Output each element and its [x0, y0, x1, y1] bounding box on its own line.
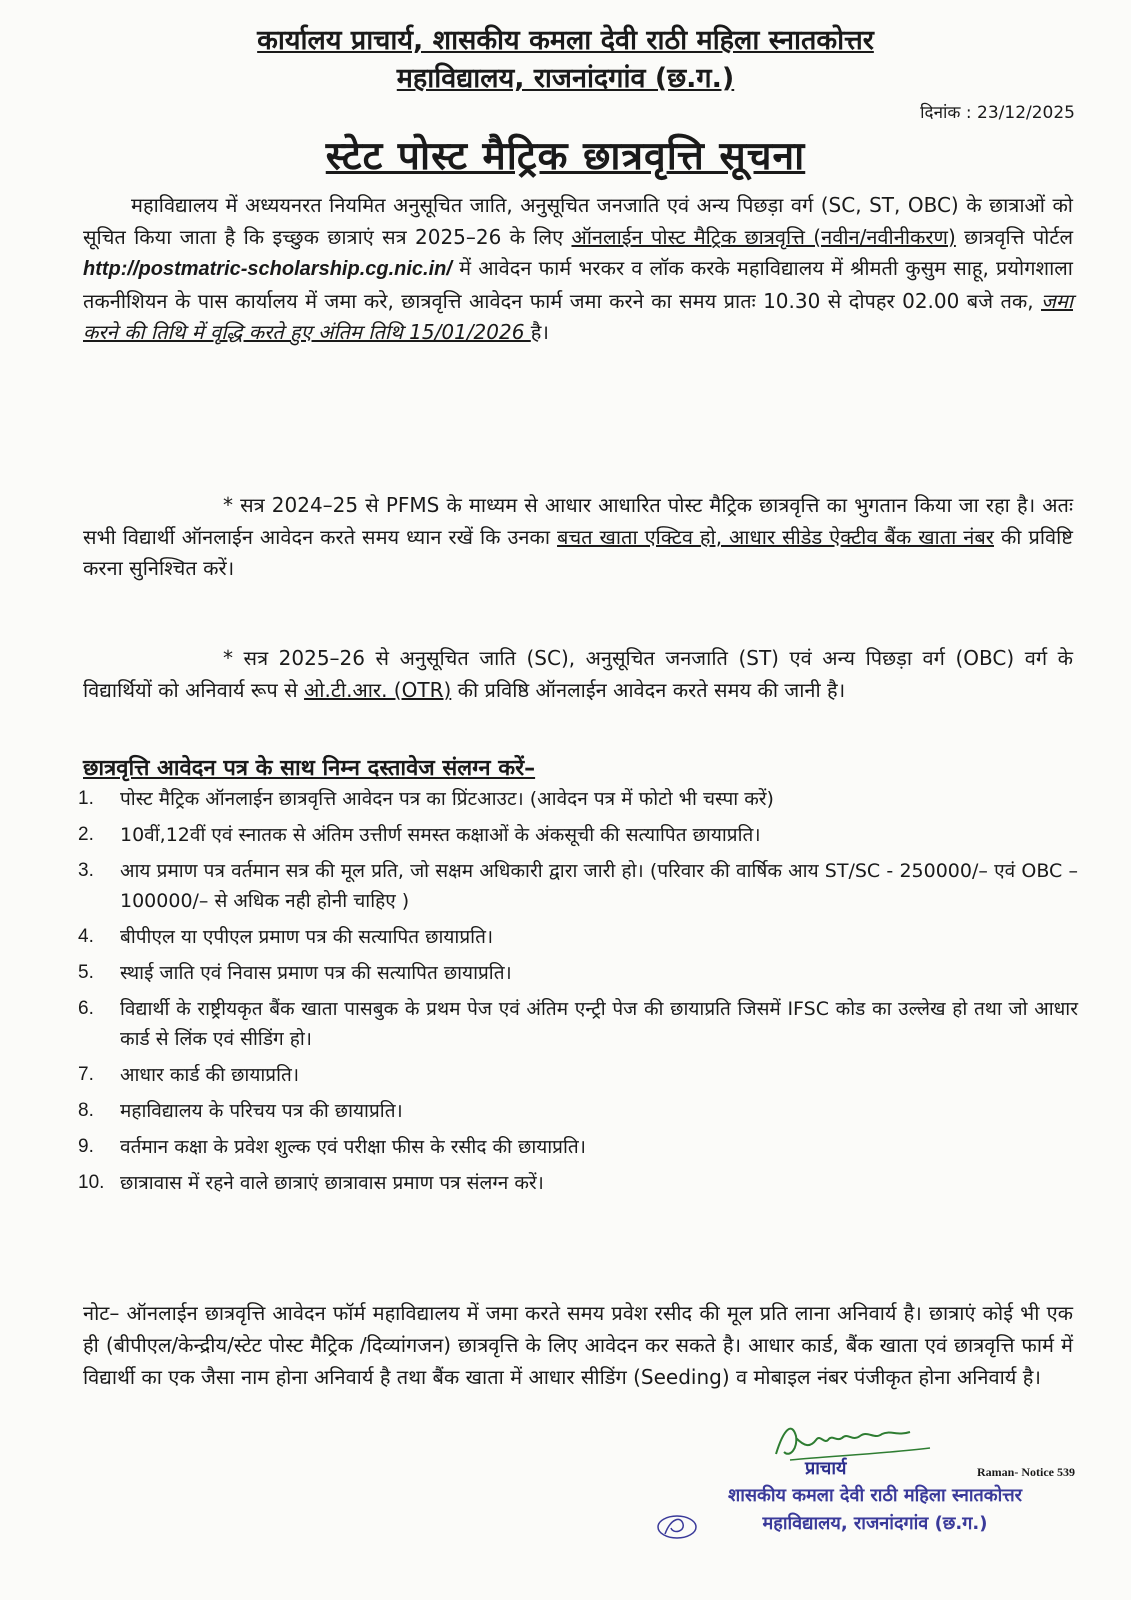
p1-text-a: महाविद्यालय में अध्ययनरत नियमित अनुसूचित जाति, अनुसूचित जनजाति एवं अन्य पिछड़ा वर्ग (SC, ST, OBC) के छात्राओं को सूचित किया जाता है कि इच्छुक छात्राएं सत्र 2025–26 के लिए — [83, 193, 1073, 249]
p1-text-d: में आवेदन फार्म भरकर व लॉक करके महाविद्यालय में श्रीमती कुसुम साहू, प्रयोगशाला तकनीशियन के पास कार्यालय में जमा करे, छात्रवृत्ति आवेदन फार्म जमा करने का समय प्रातः 10.30 से दोपहर 02.00 बजे तक, — [83, 256, 1073, 313]
list-item-text: 10वीं,12वीं एवं स्नातक से अंतिम उत्तीर्ण समस्त कक्षाओं के अंकसूची की सत्यापित छायाप्रति। — [120, 824, 761, 846]
list-item — [78, 1060, 1078, 1090]
principal-title: प्राचार्य — [805, 1458, 847, 1479]
paragraph-1 — [83, 190, 1073, 349]
list-item-text: स्थाई जाति एवं निवास प्रमाण पत्र की सत्यापित छायाप्रति। — [120, 962, 512, 984]
list-item-number: 2. — [78, 824, 94, 845]
header-line-1: कार्यालय प्राचार्य, शासकीय कमला देवी राठी महिला स्नातकोत्तर — [257, 25, 874, 56]
p1-scholarship-type: ऑनलाईन पोस्ट मैट्रिक छात्रवृत्ति (नवीन/नवीनीकरण) — [571, 224, 956, 249]
notice-serial: Raman- Notice 539 — [977, 1465, 1075, 1479]
list-item-text: आय प्रमाण पत्र वर्तमान सत्र की मूल प्रति, जो सक्षम अधिकारी द्वारा जारी हो। (परिवार की वार्षिक आय ST/SC - 250000/– एवं OBC – 100000/– से अधिक नही होनी चाहिए ) — [120, 860, 1078, 912]
college-stamp — [660, 1482, 1090, 1538]
list-item-number: 3. — [78, 860, 94, 881]
p1-text-f: है। — [530, 320, 549, 344]
list-item-number: 4. — [78, 926, 94, 947]
list-item-text: महाविद्यालय के परिचय पत्र की छायाप्रति। — [120, 1100, 403, 1122]
list-item — [78, 1168, 1078, 1198]
notice-date: दिनांक : 23/12/2025 — [920, 103, 1075, 123]
p3-text-c: की प्रविष्ठि ऑनलाईन आवेदन करते समय की जानी है। — [451, 677, 846, 702]
p2-text-c: की प्रविष्टि करना सुनिश्चित करें। — [83, 524, 1073, 580]
header-line-2: महाविद्यालय, राजनांदगांव (छ.ग.) — [396, 63, 735, 94]
list-item — [78, 856, 1078, 916]
list-item-text: वर्तमान कक्षा के प्रवेश शुल्क एवं परीक्षा फीस के रसीद की छायाप्रति। — [120, 1136, 586, 1158]
list-item-text: पोस्ट मैट्रिक ऑनलाईन छात्रवृत्ति आवेदन पत्र का प्रिंटआउट। (आवेदन पत्र में फोटो भी चस्पा करें) — [120, 788, 774, 810]
list-item — [78, 784, 1078, 814]
list-item — [78, 820, 1078, 850]
p2-text-a: * सत्र 2024–25 से PFMS के माध्यम से आधार आधारित पोस्ट मैट्रिक छात्रवृत्ति का भुगतान किया जा रहा है। अतः सभी विद्यार्थी ऑनलाईन आवेदन करते समय ध्यान रखें कि उनका — [83, 493, 1073, 549]
portal-url[interactable]: http://postmatric-scholarship.cg.nic.in/ — [83, 258, 452, 280]
list-item-number: 6. — [78, 998, 94, 1019]
last-date-text: जमा करने की तिथि में वृद्धि करते हुए अंतिम तिथि 15/01/2026 — [83, 288, 1073, 344]
list-item — [78, 994, 1078, 1054]
stamp-line-2: महाविद्यालय, राजनांदगांव (छ.ग.) — [762, 1513, 988, 1534]
list-item-number: 5. — [78, 962, 94, 983]
list-item-text: आधार कार्ड की छायाप्रति। — [120, 1064, 300, 1086]
list-item-text: छात्रावास में रहने वाले छात्राएं छात्रावास प्रमाण पत्र संलग्न करें। — [120, 1172, 544, 1194]
documents-heading: छात्रवृत्ति आवेदन पत्र के साथ निम्न दस्तावेज संलग्न करें– — [83, 756, 536, 781]
initials-signature — [655, 1512, 699, 1542]
p3-text-a: * सत्र 2025–26 से अनुसूचित जाति (SC), अनुसूचित जनजाति (ST) एवं अन्य पिछड़ा वर्ग (OBC) वर्ग के विद्यार्थियों को अनिवार्य रूप से — [83, 646, 1073, 702]
paragraph-2 — [83, 490, 1073, 585]
list-item-text: विद्यार्थी के राष्ट्रीयकृत बैंक खाता पासबुक के प्रथम पेज एवं अंतिम एन्ट्री पेज की छायाप्रति जिसमें IFSC कोड का उल्लेख हो तथा जो आधार कार्ड से लिंक एवं सीडिंग हो। — [120, 998, 1078, 1050]
principal-signature — [770, 1418, 940, 1466]
list-item — [78, 1096, 1078, 1126]
list-item-number: 7. — [78, 1064, 94, 1085]
list-item-number: 10. — [78, 1172, 105, 1193]
stamp-line-1: शासकीय कमला देवी राठी महिला स्नातकोत्तर — [727, 1485, 1023, 1506]
list-item-number: 8. — [78, 1100, 94, 1121]
documents-list — [78, 784, 1078, 1204]
list-item-number: 1. — [78, 788, 94, 809]
notice-title: स्टेट पोस्ट मैट्रिक छात्रवृत्ति सूचना — [325, 134, 806, 179]
p1-text-c: छात्रवृत्ति पोर्टल — [955, 224, 1074, 249]
note-text: नोट– ऑनलाईन छात्रवृत्ति आवेदन फॉर्म महाविद्यालय में जमा करते समय प्रवेश रसीद की मूल प्रति लाना अनिवार्य है। छात्राएं कोई भी एक ही (बीपीएल/केन्द्रीय/स्टेट पोस्ट मैट्रिक /दिव्यांगजन) छात्रवृत्ति के लिए आवेदन कर सकते है। आधार कार्ड, बैंक खाता एवं छात्रवृत्ति फार्म में विद्यार्थी का एक जैसा नाम होना अनिवार्य है तथा बैंक खाता में आधार सीडिंग (Seeding) व मोबाइल नंबर पंजीकृत होना अनिवार्य है। — [83, 1301, 1073, 1389]
p2-account-text: बचत खाता एक्टिव हो, आधार सीडेड ऐक्टीव बैंक खाता नंबर — [557, 524, 994, 549]
list-item — [78, 1132, 1078, 1162]
list-item — [78, 958, 1078, 988]
list-item — [78, 922, 1078, 952]
list-item-text: बीपीएल या एपीएल प्रमाण पत्र की सत्यापित छायाप्रति। — [120, 926, 494, 948]
p3-otr-text: ओ.टी.आर. (OTR) — [304, 677, 452, 702]
paragraph-3 — [83, 643, 1073, 706]
list-item-number: 9. — [78, 1136, 94, 1157]
office-header — [0, 22, 1131, 98]
